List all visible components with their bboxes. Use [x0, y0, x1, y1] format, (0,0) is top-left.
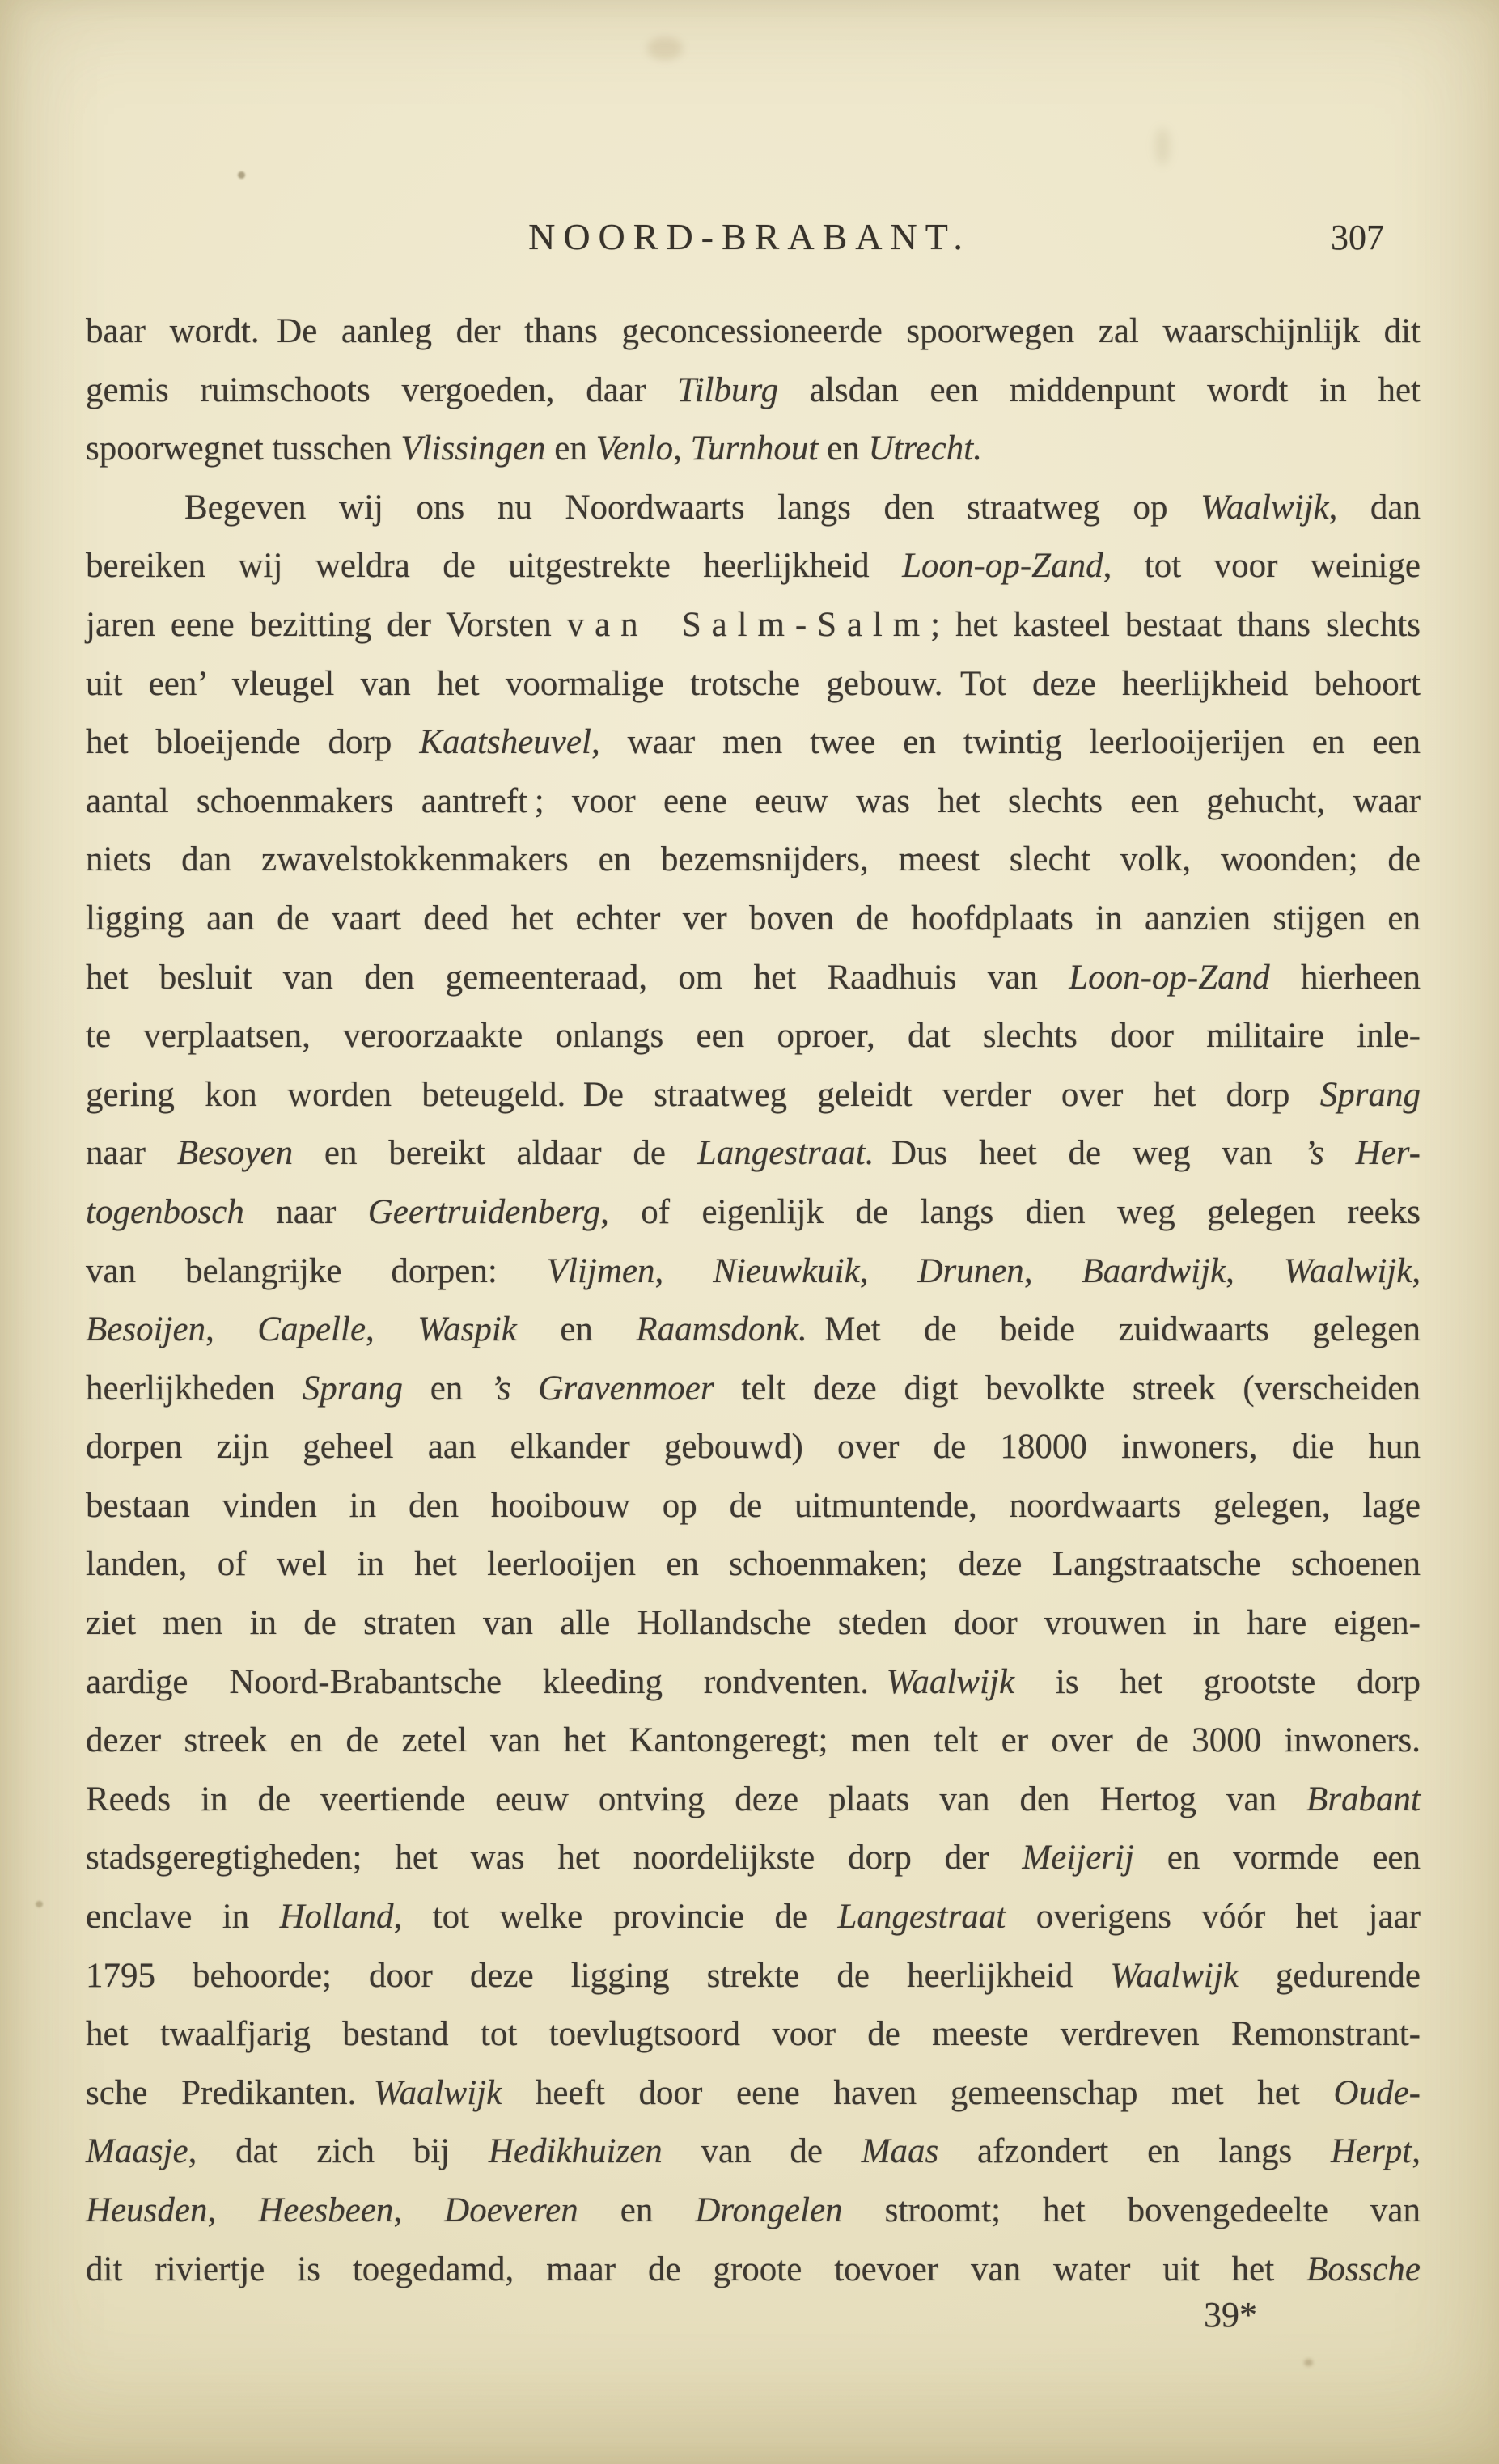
text-segment: en [516, 1310, 637, 1349]
text-segment: Holland [279, 1898, 394, 1937]
text-segment: gering kon worden beteugeld. De straatweg geleidt verder over het dorp [86, 1075, 1320, 1114]
text-segment: Waalwijk [1283, 1251, 1412, 1290]
text-segment: afzondert en langs [938, 2132, 1331, 2171]
text-segment: ’s Gravenmoer [490, 1369, 714, 1408]
text-segment: aantal schoenmakers aantreft ; voor eene eeuw was het slechts een gehucht, waar [86, 781, 1421, 820]
text-segment: dezer streek en de zetel van het Kantongeregt; men telt er over de 3000 inwoners. [86, 1721, 1421, 1760]
text-segment: Nieuwkuik [713, 1251, 860, 1290]
text-line [86, 1418, 1421, 1477]
text-segment: is het grootste dorp [1014, 1662, 1421, 1701]
text-segment: het besluit van den gemeenteraad, om het Raadhuis van [86, 958, 1069, 997]
text-line [86, 1888, 1421, 1947]
text-line [86, 1066, 1421, 1125]
text-segment: Drunen [917, 1251, 1024, 1290]
text-segment: Langestraat. [697, 1134, 874, 1173]
text-segment: , [366, 1310, 418, 1349]
text-segment: Waalwijk [1200, 488, 1329, 527]
text-segment: gemis ruimschoots vergoeden, daar [86, 370, 678, 409]
text-segment: Maas [861, 2132, 939, 2171]
text-segment: , dan [1328, 488, 1421, 527]
text-segment: overigens vóór het jaar [1006, 1898, 1421, 1937]
text-segment: , [1226, 1251, 1284, 1290]
text-segment: Sprang [1319, 1075, 1421, 1114]
text-segment: Heesbeen [258, 2191, 394, 2229]
text-segment: , tot welke provincie de [393, 1898, 838, 1937]
text-segment: Langestraat [837, 1898, 1006, 1937]
text-segment: aardige Noord-Brabantsche kleeding rondventen. [86, 1662, 887, 1701]
paper-stain [647, 37, 683, 60]
text-segment: , tot voor weinige [1103, 547, 1421, 586]
text-segment: Loon-op-Zand [902, 547, 1103, 586]
text-segment: Vlissingen [400, 430, 546, 468]
text-segment: baar wordt. De aanleg der thans geconcessioneerde spoorwegen zal waarschijnlijk dit [86, 312, 1421, 350]
text-segment: , dat zich bij [188, 2132, 489, 2171]
text-segment: Vlijmen [546, 1251, 655, 1290]
text-line [86, 1653, 1421, 1713]
text-segment: Herpt [1330, 2132, 1412, 2171]
text-segment: Sprang [302, 1369, 403, 1408]
text-line [86, 890, 1421, 949]
text-segment: naar [86, 1134, 177, 1173]
text-segment: Loon-op-Zand [1069, 958, 1270, 997]
text-segment: , of eigenlijk de langs dien weg gelegen reeks [600, 1192, 1421, 1231]
text-segment: en [402, 1369, 491, 1408]
text-segment: Reeds in de veertiende eeuw ontving deze plaats van den Hertog van [86, 1780, 1307, 1818]
text-line [86, 303, 1421, 362]
text-segment: Besoijen [86, 1310, 206, 1349]
text-line [86, 1183, 1421, 1243]
text-segment: Oude- [1333, 2073, 1421, 2112]
text-segment: niets dan zwavelstokkenmakers en bezemsnijders, meest slecht volk, woonden; de [86, 840, 1421, 879]
text-segment: en bereikt aldaar de [293, 1134, 697, 1173]
text-line [86, 1947, 1421, 2006]
text-segment: Geertruidenberg [367, 1192, 601, 1231]
text-line [86, 1477, 1421, 1536]
text-segment: van de [662, 2132, 862, 2171]
text-line [86, 1124, 1421, 1183]
running-title: NOORD-BRABANT. [528, 216, 971, 257]
text-segment: Bossche [1306, 2250, 1421, 2288]
text-segment: togenbosch [86, 1192, 244, 1231]
text-segment: alsdan een middenpunt wordt in het [778, 370, 1421, 409]
text-line [86, 1243, 1421, 1302]
text-block [86, 303, 1421, 2299]
text-line [86, 2064, 1421, 2123]
text-line [86, 1360, 1421, 1419]
text-segment: dit riviertje is toegedamd, maar de groote toevoer van water uit het [86, 2250, 1307, 2288]
text-line [86, 1829, 1421, 1888]
text-segment: Capelle [257, 1310, 366, 1349]
text-segment: Dus heet de weg van [874, 1134, 1304, 1173]
text-segment: landen, of wel in het leerlooijen en schoenmaken; deze Langstraatsche schoenen [86, 1545, 1421, 1584]
text-segment: Besoyen [176, 1134, 294, 1173]
text-segment: Waalwijk [886, 1662, 1015, 1701]
text-segment: enclave in [86, 1898, 280, 1937]
text-segment: Heusden [86, 2191, 208, 2229]
text-line [86, 949, 1421, 1008]
text-line [86, 2241, 1421, 2300]
text-segment: , [393, 2191, 445, 2229]
text-segment: heerlijkheden [86, 1369, 303, 1408]
text-segment: en [818, 430, 869, 468]
text-segment: van Salm-Salm [566, 605, 931, 644]
text-line [86, 479, 1421, 538]
paper-stain [1155, 128, 1170, 165]
text-segment: het twaalfjarig bestand tot toevlugtsoord voor de meeste verdreven Remonstrant- [86, 2015, 1421, 2054]
text-segment: Kaatsheuvel [419, 723, 591, 762]
text-line [86, 537, 1421, 596]
text-line [86, 1594, 1421, 1653]
text-segment: stadsgeregtigheden; het was het noordelijkste dorp der [86, 1839, 1023, 1878]
text-segment: , [1023, 1251, 1082, 1290]
text-segment: bestaan vinden in den hooibouw op de uitmuntende, noordwaarts gelegen, lage [86, 1486, 1421, 1525]
text-segment: Hedikhuizen [488, 2132, 663, 2171]
text-segment: Brabant [1306, 1780, 1421, 1818]
text-segment: uit een’ vleugel van het voormalige trotsche gebouw. Tot deze heerlijkheid behoort [86, 664, 1421, 703]
text-segment: , [205, 1310, 258, 1349]
text-segment: Met de beide zuidwaarts gelegen [807, 1310, 1421, 1349]
text-segment: en [578, 2191, 696, 2229]
text-segment: ; het kasteel bestaat thans slechts [930, 605, 1421, 644]
text-segment: Waspik [417, 1310, 517, 1349]
paper-speck [238, 171, 245, 179]
text-segment: telt deze digt bevolkte streek (verscheiden [714, 1369, 1421, 1408]
text-segment: ziet men in de straten van alle Hollandsche steden door vrouwen in hare eigen- [86, 1604, 1421, 1643]
text-line [86, 2005, 1421, 2064]
text-line [86, 1771, 1421, 1830]
text-line [86, 1301, 1421, 1360]
text-segment: Venlo [595, 430, 674, 468]
text-segment: Maasje [86, 2132, 188, 2171]
text-segment: , [207, 2191, 259, 2229]
text-segment: Baardwijk [1082, 1251, 1226, 1290]
text-line [86, 596, 1421, 655]
text-line [86, 1535, 1421, 1594]
text-segment: , [859, 1251, 918, 1290]
text-segment: , [1412, 2132, 1421, 2171]
text-segment: , [1412, 1251, 1421, 1290]
text-segment: Turnhout [690, 430, 819, 468]
text-segment: Raamsdonk. [636, 1310, 807, 1349]
text-segment: bereiken wij weldra de uitgestrekte heerlijkheid [86, 547, 903, 586]
signature-mark: 39* [1204, 2295, 1257, 2335]
text-segment: Waalwijk [1110, 1956, 1239, 1995]
text-line [86, 362, 1421, 421]
text-line [86, 1007, 1421, 1066]
text-segment: , waar men twee en twintig leerlooijerijen en een [591, 723, 1421, 762]
text-segment: Utrecht. [868, 430, 982, 468]
text-segment: naar [243, 1192, 368, 1231]
text-line [86, 831, 1421, 890]
text-segment: , [673, 430, 691, 468]
text-line [86, 773, 1421, 832]
text-segment: 1795 behoorde; door deze ligging strekte de heerlijkheid [86, 1956, 1111, 1995]
text-line [86, 1712, 1421, 1771]
text-line [86, 2182, 1421, 2241]
text-segment: van belangrijke dorpen: [86, 1251, 547, 1290]
text-segment: Waalwijk [373, 2073, 502, 2112]
text-line [86, 420, 1421, 479]
text-segment: hierheen [1269, 958, 1421, 997]
text-line [86, 2123, 1421, 2182]
text-segment: en vormde een [1133, 1839, 1421, 1878]
paper-speck [1304, 2359, 1313, 2366]
text-segment: Drongelen [695, 2191, 843, 2229]
text-segment: te verplaatsen, veroorzaakte onlangs een oproer, dat slechts door militaire inle- [86, 1017, 1421, 1056]
text-segment: jaren eene bezitting der Vorsten [86, 605, 567, 644]
text-segment: dorpen zijn geheel aan elkander gebouwd) over de 18000 inwoners, die hun [86, 1428, 1421, 1467]
text-segment: Meijerij [1022, 1839, 1134, 1878]
text-segment: heeft door eene haven gemeenschap met het [502, 2073, 1334, 2112]
text-line [86, 655, 1421, 714]
text-segment: het bloeijende dorp [86, 723, 420, 762]
text-segment: gedurende [1238, 1956, 1421, 1995]
text-segment: ’s Her- [1303, 1134, 1421, 1173]
text-segment: sche Predikanten. [86, 2073, 374, 2112]
text-segment: , [654, 1251, 714, 1290]
text-line [86, 713, 1421, 773]
text-segment: Begeven wij ons nu Noordwaarts langs den straatweg op [184, 488, 1201, 527]
text-segment: spoorwegnet tusschen [86, 430, 401, 468]
text-segment: stroomt; het bovengedeelte van [842, 2191, 1421, 2229]
page-header [0, 215, 1499, 260]
text-segment: Tilburg [677, 370, 779, 409]
paper-speck [36, 1901, 43, 1907]
page-number: 307 [1331, 218, 1384, 257]
text-segment: Doeveren [444, 2191, 578, 2229]
text-segment: ligging aan de vaart deed het echter ver boven de hoofdplaats in aanzien stijgen en [86, 899, 1421, 938]
text-segment: en [545, 430, 596, 468]
